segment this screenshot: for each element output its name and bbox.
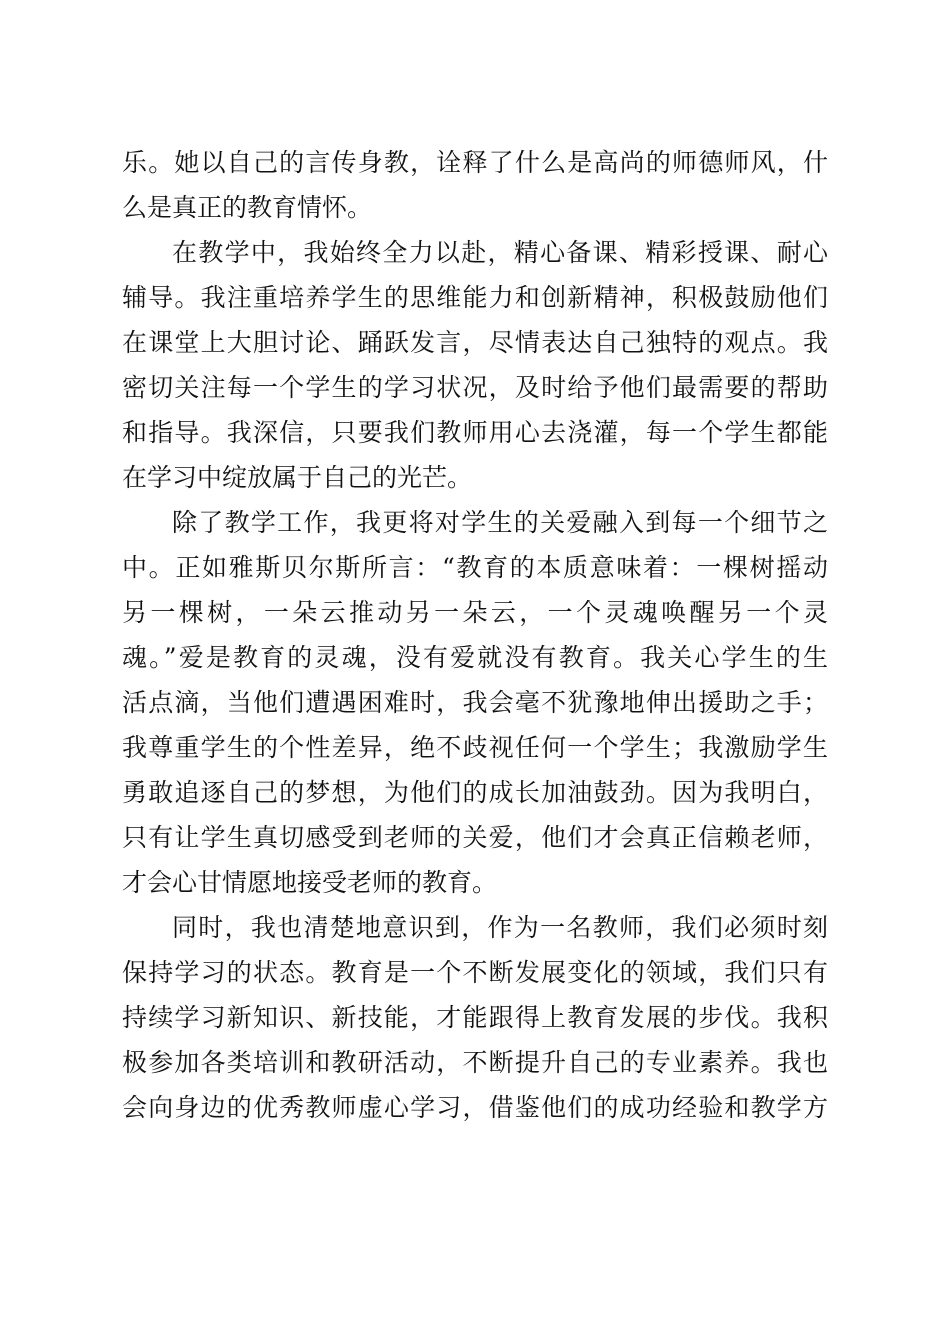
text-line: 只有让学生真切感受到老师的关爱，他们才会真正信赖老师， [122, 823, 828, 852]
text-line: 魂。”爱是教育的灵魂，没有爱就没有教育。我关心学生的生 [122, 643, 828, 672]
text-line: 么是真正的教育情怀。 [122, 193, 373, 222]
text-line: 辅导。我注重培养学生的思维能力和创新精神，积极鼓励他们 [122, 283, 828, 312]
text-line: 会向身边的优秀教师虚心学习，借鉴他们的成功经验和教学方 [122, 1093, 828, 1122]
text-line: 乐。她以自己的言传身教，诠释了什么是高尚的师德师风，什 [122, 148, 828, 177]
text-line: 在学习中绽放属于自己的光芒。 [122, 463, 473, 492]
text-line: 在课堂上大胆讨论、踊跃发言，尽情表达自己独特的观点。我 [122, 328, 828, 357]
paragraph-first-line: 同时，我也清楚地意识到，作为一名教师，我们必须时刻 [172, 913, 828, 942]
text-line: 保持学习的状态。教育是一个不断发展变化的领域，我们只有 [122, 958, 828, 987]
document-body [122, 140, 828, 1130]
text-line: 另一棵树，一朵云推动另一朵云，一个灵魂唤醒另一个灵 [122, 598, 828, 627]
text-line: 中。正如雅斯贝尔斯所言：“教育的本质意味着：一棵树摇动 [122, 553, 828, 582]
text-line: 我尊重学生的个性差异，绝不歧视任何一个学生；我激励学生 [122, 733, 828, 762]
text-line: 持续学习新知识、新技能，才能跟得上教育发展的步伐。我积 [122, 1003, 828, 1032]
text-line: 密切关注每一个学生的学习状况，及时给予他们最需要的帮助 [122, 373, 828, 402]
text-line: 极参加各类培训和教研活动，不断提升自己的专业素养。我也 [122, 1048, 828, 1077]
text-line: 活点滴，当他们遭遇困难时，我会毫不犹豫地伸出援助之手； [122, 688, 828, 717]
text-line: 勇敢追逐自己的梦想，为他们的成长加油鼓劲。因为我明白， [122, 778, 828, 807]
text-line: 才会心甘情愿地接受老师的教育。 [122, 868, 498, 897]
paragraph-first-line: 在教学中，我始终全力以赴，精心备课、精彩授课、耐心 [172, 238, 828, 267]
paragraph-first-line: 除了教学工作，我更将对学生的关爱融入到每一个细节之 [172, 508, 828, 537]
text-line: 和指导。我深信，只要我们教师用心去浇灌，每一个学生都能 [122, 418, 828, 447]
